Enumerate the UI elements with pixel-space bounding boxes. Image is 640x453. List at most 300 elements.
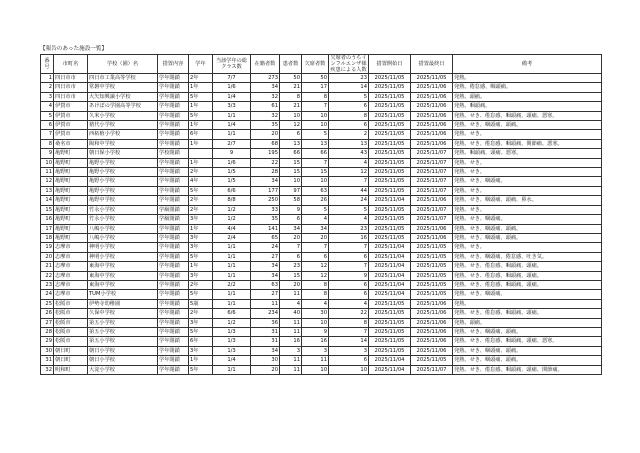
cell-patients: 66	[280, 149, 302, 158]
cell-classes: 1/3	[213, 337, 251, 346]
cell-absent-influenza: 6	[329, 252, 369, 261]
cell-absent: 30	[302, 309, 329, 318]
cell-end-date: 2025/11/07	[411, 149, 453, 158]
cell-enrolled: 28	[251, 168, 280, 177]
cell-start-date: 2025/11/04	[369, 280, 411, 289]
cell-measure: 学年閉鎖	[158, 346, 189, 355]
cell-enrolled: 30	[251, 356, 280, 365]
cell-no: 3	[41, 92, 54, 101]
cell-classes: 1/2	[213, 318, 251, 327]
cell-patients: 6	[280, 252, 302, 261]
cell-start-date: 2025/11/04	[369, 365, 411, 374]
cell-grade: 2年	[189, 168, 213, 177]
cell-enrolled: 31	[251, 327, 280, 336]
cell-municipality: 亀野町	[54, 168, 88, 177]
cell-school: 竹永小学校	[88, 215, 158, 224]
cell-grade: 3年	[189, 233, 213, 242]
cell-no: 17	[41, 224, 54, 233]
cell-municipality: 亀野町	[54, 158, 88, 167]
cell-enrolled: 11	[251, 299, 280, 308]
cell-absent-influenza: 4	[329, 158, 369, 167]
cell-remarks: 発熱、せき、咽頭痛、頭痛。	[453, 224, 602, 233]
cell-start-date: 2025/11/04	[369, 196, 411, 205]
cell-municipality: 四日市市	[54, 83, 88, 92]
cell-absent-influenza: 5	[329, 205, 369, 214]
cell-absent: 12	[302, 262, 329, 271]
cell-classes: 1/6	[213, 158, 251, 167]
cell-absent-influenza: 4	[329, 215, 369, 224]
cell-patients: 11	[280, 356, 302, 365]
cell-classes: 1/1	[213, 243, 251, 252]
cell-patients: 34	[280, 224, 302, 233]
cell-grade: 1年	[189, 139, 213, 148]
cell-no: 31	[41, 356, 54, 365]
cell-measure: 学年閉鎖	[158, 337, 189, 346]
table-row	[41, 102, 602, 111]
cell-start-date: 2025/11/05	[369, 139, 411, 148]
cell-end-date: 2025/11/06	[411, 233, 453, 242]
cell-school: 竹永小学校	[88, 205, 158, 214]
cell-patients: 58	[280, 196, 302, 205]
cell-classes: 3/3	[213, 102, 251, 111]
cell-no: 7	[41, 130, 54, 139]
cell-remarks: 発熱、せき、咽頭痛、頭痛。	[453, 346, 602, 355]
cell-absent: 16	[302, 337, 329, 346]
cell-patients: 15	[280, 158, 302, 167]
table-row	[41, 130, 602, 139]
cell-remarks: 発熱、せき、咽頭痛、頭痛。	[453, 327, 602, 336]
cell-no: 21	[41, 262, 54, 271]
cell-municipality: 松阪市	[54, 318, 88, 327]
cell-start-date: 2025/11/05	[369, 327, 411, 336]
cell-classes: 2/7	[213, 139, 251, 148]
cell-measure: 学年閉鎖	[158, 121, 189, 130]
cell-absent-influenza: 24	[329, 196, 369, 205]
cell-absent: 7	[302, 102, 329, 111]
cell-start-date: 2025/11/04	[369, 271, 411, 280]
cell-patients: 8	[280, 92, 302, 101]
cell-municipality: 亀野町	[54, 186, 88, 195]
cell-remarks: 発熱、せき、倦怠感、咽頭痛、頭痛、悪寒。	[453, 337, 602, 346]
cell-no: 27	[41, 318, 54, 327]
cell-school: 八嶋小学校	[88, 224, 158, 233]
cell-measure: 学級閉鎖	[158, 215, 189, 224]
cell-absent: 6	[302, 252, 329, 261]
cell-start-date: 2025/11/05	[369, 224, 411, 233]
cell-school: 陽和中学校	[88, 139, 158, 148]
cell-no: 15	[41, 205, 54, 214]
cell-absent: 63	[302, 186, 329, 195]
table-row	[41, 365, 602, 374]
cell-grade: 5年	[189, 327, 213, 336]
cell-start-date: 2025/11/05	[369, 318, 411, 327]
cell-measure: 学年閉鎖	[158, 309, 189, 318]
cell-grade: 2年	[189, 309, 213, 318]
cell-no: 11	[41, 168, 54, 177]
cell-end-date: 2025/11/07	[411, 365, 453, 374]
cell-enrolled: 32	[251, 111, 280, 120]
cell-end-date: 2025/11/06	[411, 337, 453, 346]
cell-remarks: 発熱、せき、咽頭痛。	[453, 290, 602, 299]
cell-classes: 1/1	[213, 365, 251, 374]
cell-remarks: 発熱、せき、倦怠感、咽頭痛、頭痛。	[453, 262, 602, 271]
cell-absent: 3	[302, 346, 329, 355]
cell-absent-influenza: 43	[329, 149, 369, 158]
cell-no: 14	[41, 196, 54, 205]
cell-grade: 2年	[189, 280, 213, 289]
cell-no: 16	[41, 215, 54, 224]
cell-patients: 4	[280, 299, 302, 308]
cell-measure: 学年閉鎖	[158, 224, 189, 233]
header-classes: 当該学年の総クラス数	[213, 55, 251, 74]
cell-remarks: 発熱、せき、倦怠感、咽頭痛、頭痛。	[453, 280, 602, 289]
header-grade: 学年	[189, 55, 213, 74]
cell-municipality: 伊賀市	[54, 102, 88, 111]
cell-municipality: 亀野町	[54, 196, 88, 205]
cell-absent: 5	[302, 130, 329, 139]
cell-end-date: 2025/11/07	[411, 168, 453, 177]
cell-school: 猪代小学校	[88, 121, 158, 130]
cell-no: 9	[41, 149, 54, 158]
cell-measure: 学年閉鎖	[158, 92, 189, 101]
cell-remarks: 発熱、せき、咽頭痛、頭痛。	[453, 356, 602, 365]
cell-school: 常磐中学校	[88, 83, 158, 92]
cell-school: 久米小学校	[88, 111, 158, 120]
cell-measure: 学年閉鎖	[158, 290, 189, 299]
cell-enrolled: 33	[251, 205, 280, 214]
cell-classes: 1/4	[213, 121, 251, 130]
cell-enrolled: 34	[251, 271, 280, 280]
cell-absent-influenza: 16	[329, 233, 369, 242]
cell-measure: 学年閉鎖	[158, 252, 189, 261]
table-row	[41, 186, 602, 195]
cell-enrolled: 177	[251, 186, 280, 195]
cell-municipality: 朝日町	[54, 356, 88, 365]
cell-end-date: 2025/11/05	[411, 262, 453, 271]
cell-patients: 50	[280, 74, 302, 83]
cell-no: 25	[41, 299, 54, 308]
cell-measure: 学年閉鎖	[158, 365, 189, 374]
cell-measure: 学年閉鎖	[158, 83, 189, 92]
cell-patients: 11	[280, 318, 302, 327]
cell-no: 13	[41, 186, 54, 195]
cell-municipality: 亀野町	[54, 205, 88, 214]
cell-municipality: 松阪市	[54, 309, 88, 318]
cell-absent: 34	[302, 224, 329, 233]
cell-grade: 4年	[189, 177, 213, 186]
table-row	[41, 309, 602, 318]
cell-classes: 1/1	[213, 299, 251, 308]
cell-absent: 26	[302, 196, 329, 205]
cell-classes: 1/5	[213, 168, 251, 177]
cell-measure: 学年閉鎖	[158, 356, 189, 365]
cell-school: 朝日小学校	[88, 346, 158, 355]
cell-municipality: 亀野町	[54, 233, 88, 242]
cell-measure: 学年閉鎖	[158, 177, 189, 186]
cell-patients: 11	[280, 290, 302, 299]
cell-absent-influenza: 10	[329, 365, 369, 374]
cell-grade: 2年	[189, 74, 213, 83]
cell-remarks: 発熱。	[453, 74, 602, 83]
cell-absent-influenza: 9	[329, 271, 369, 280]
cell-grade: 1年	[189, 224, 213, 233]
cell-classes: 1/3	[213, 327, 251, 336]
cell-no: 12	[41, 177, 54, 186]
cell-measure: 学年閉鎖	[158, 168, 189, 177]
cell-start-date: 2025/11/05	[369, 83, 411, 92]
cell-enrolled: 34	[251, 262, 280, 271]
cell-enrolled: 32	[251, 92, 280, 101]
cell-enrolled: 31	[251, 337, 280, 346]
header-start-date: 措置開始日	[369, 55, 411, 74]
cell-enrolled: 273	[251, 74, 280, 83]
cell-absent: 13	[302, 139, 329, 148]
table-header-row	[41, 55, 602, 74]
cell-municipality: 伊賀市	[54, 130, 88, 139]
cell-absent: 10	[302, 177, 329, 186]
cell-school: 久保中学校	[88, 309, 158, 318]
table-row	[41, 177, 602, 186]
cell-absent-influenza: 2	[329, 130, 369, 139]
table-row	[41, 262, 602, 271]
cell-grade: 5年	[189, 92, 213, 101]
cell-measure: 学年閉鎖	[158, 271, 189, 280]
cell-start-date: 2025/11/05	[369, 158, 411, 167]
table-row	[41, 168, 602, 177]
cell-enrolled: 22	[251, 158, 280, 167]
cell-absent: 12	[302, 271, 329, 280]
cell-no: 5	[41, 111, 54, 120]
cell-grade: 5年	[189, 365, 213, 374]
cell-patients: 11	[280, 365, 302, 374]
cell-measure: 学年閉鎖	[158, 102, 189, 111]
cell-end-date: 2025/11/05	[411, 280, 453, 289]
cell-absent: 7	[302, 158, 329, 167]
table-row	[41, 356, 602, 365]
cell-remarks: 発熱。	[453, 299, 602, 308]
cell-school: 四日市工業高等学校	[88, 74, 158, 83]
cell-start-date: 2025/11/04	[369, 252, 411, 261]
cell-absent-influenza: 8	[329, 318, 369, 327]
cell-enrolled: 20	[251, 365, 280, 374]
cell-enrolled: 20	[251, 130, 280, 139]
cell-absent-influenza: 3	[329, 346, 369, 355]
cell-absent: 7	[302, 243, 329, 252]
cell-school: 東海中学校	[88, 280, 158, 289]
cell-absent: 8	[302, 290, 329, 299]
cell-enrolled: 34	[251, 177, 280, 186]
cell-patients: 97	[280, 186, 302, 195]
cell-remarks: 発熱、せき、咽頭痛。	[453, 215, 602, 224]
cell-absent: 5	[302, 205, 329, 214]
cell-end-date: 2025/11/06	[411, 318, 453, 327]
table-row	[41, 224, 602, 233]
cell-classes: 7/7	[213, 74, 251, 83]
cell-enrolled: 68	[251, 139, 280, 148]
cell-start-date: 2025/11/05	[369, 215, 411, 224]
cell-absent-influenza: 6	[329, 356, 369, 365]
cell-absent-influenza: 13	[329, 139, 369, 148]
cell-absent-influenza: 4	[329, 299, 369, 308]
cell-end-date: 2025/11/06	[411, 346, 453, 355]
cell-classes: 8/8	[213, 196, 251, 205]
cell-school: 亀野小学校	[88, 177, 158, 186]
cell-school: 第五小学校	[88, 318, 158, 327]
cell-classes: 1/4	[213, 356, 251, 365]
cell-classes: 1/1	[213, 111, 251, 120]
header-remarks: 備考	[453, 55, 602, 74]
cell-school: 第五小学校	[88, 327, 158, 336]
table-row	[41, 111, 602, 120]
cell-start-date: 2025/11/05	[369, 186, 411, 195]
cell-absent: 10	[302, 111, 329, 120]
cell-classes: 1/5	[213, 177, 251, 186]
cell-measure: 学年閉鎖	[158, 280, 189, 289]
cell-end-date: 2025/11/05	[411, 243, 453, 252]
cell-end-date: 2025/11/05	[411, 290, 453, 299]
cell-no: 10	[41, 158, 54, 167]
cell-absent: 66	[302, 149, 329, 158]
cell-measure: 学級閉鎖	[158, 205, 189, 214]
cell-remarks: 発熱、せき。	[453, 243, 602, 252]
cell-no: 18	[41, 233, 54, 242]
cell-enrolled: 63	[251, 280, 280, 289]
cell-enrolled: 250	[251, 196, 280, 205]
cell-school: あけぼの学園高等学校	[88, 102, 158, 111]
cell-grade: 6年	[189, 130, 213, 139]
cell-measure: 学年閉鎖	[158, 233, 189, 242]
cell-start-date: 2025/11/05	[369, 346, 411, 355]
cell-school: 朝日保小学校	[88, 149, 158, 158]
cell-patients: 40	[280, 309, 302, 318]
cell-grade: 5歳	[189, 299, 213, 308]
cell-municipality: 志摩市	[54, 280, 88, 289]
cell-absent: 15	[302, 168, 329, 177]
table-row	[41, 149, 602, 158]
cell-no: 4	[41, 102, 54, 111]
cell-measure: 学年閉鎖	[158, 262, 189, 271]
cell-patients: 21	[280, 102, 302, 111]
cell-absent: 20	[302, 233, 329, 242]
cell-municipality: 四日市市	[54, 92, 88, 101]
cell-classes: 4/4	[213, 224, 251, 233]
cell-end-date: 2025/11/05	[411, 356, 453, 365]
cell-remarks: 発熱、せき。	[453, 186, 602, 195]
cell-enrolled: 35	[251, 121, 280, 130]
cell-end-date: 2025/11/06	[411, 139, 453, 148]
cell-school: 亀野中学校	[88, 196, 158, 205]
table-row	[41, 280, 602, 289]
cell-remarks: 発熱、せき。	[453, 158, 602, 167]
cell-enrolled: 35	[251, 215, 280, 224]
cell-grade	[189, 149, 213, 158]
cell-school: 大矢知興譲小学校	[88, 92, 158, 101]
cell-grade: 6年	[189, 337, 213, 346]
table-row	[41, 346, 602, 355]
cell-absent-influenza: 22	[329, 309, 369, 318]
header-end-date: 措置最終日	[411, 55, 453, 74]
cell-start-date: 2025/11/05	[369, 233, 411, 242]
header-absent: 欠席者数	[302, 55, 329, 74]
cell-no: 29	[41, 337, 54, 346]
cell-patients: 7	[280, 243, 302, 252]
cell-school: 伊勢寺幼稚園	[88, 299, 158, 308]
cell-classes: 1/2	[213, 205, 251, 214]
cell-absent-influenza: 12	[329, 168, 369, 177]
cell-remarks: 発熱、せき、倦怠感、咽頭痛、関節痛、悪寒。	[453, 139, 602, 148]
cell-grade: 5年	[189, 290, 213, 299]
cell-start-date: 2025/11/05	[369, 121, 411, 130]
cell-enrolled: 34	[251, 83, 280, 92]
cell-municipality: 亀野町	[54, 177, 88, 186]
cell-end-date: 2025/11/07	[411, 186, 453, 195]
cell-school: TUM小学校	[88, 290, 158, 299]
cell-school: 八嶋小学校	[88, 233, 158, 242]
cell-school: 亀野小学校	[88, 186, 158, 195]
cell-municipality: 松阪市	[54, 337, 88, 346]
cell-end-date: 2025/11/06	[411, 309, 453, 318]
cell-remarks: 発熱、咽頭痛、頭痛、悪寒。	[453, 149, 602, 158]
cell-classes: 1/1	[213, 271, 251, 280]
table-row	[41, 83, 602, 92]
cell-end-date: 2025/11/06	[411, 196, 453, 205]
cell-absent: 10	[302, 365, 329, 374]
cell-school: 第五小学校	[88, 337, 158, 346]
cell-no: 1	[41, 74, 54, 83]
cell-classes: 1/4	[213, 92, 251, 101]
cell-patients: 6	[280, 130, 302, 139]
cell-enrolled: 141	[251, 224, 280, 233]
header-absent-influenza: 欠席者のうちインフルエンザ様疾患による人数	[330, 55, 367, 73]
cell-patients: 10	[280, 111, 302, 120]
cell-grade: 1年	[189, 262, 213, 271]
cell-measure: 学校閉鎖	[158, 149, 189, 158]
cell-municipality: 志摩市	[54, 271, 88, 280]
cell-start-date: 2025/11/05	[369, 102, 411, 111]
cell-grade: 3年	[189, 271, 213, 280]
table-row	[41, 92, 602, 101]
cell-grade: 5年	[189, 186, 213, 195]
cell-classes: 2/4	[213, 233, 251, 242]
cell-grade: 5年	[189, 111, 213, 120]
cell-absent-influenza: 6	[329, 280, 369, 289]
cell-end-date: 2025/11/06	[411, 327, 453, 336]
table-body	[41, 74, 602, 375]
table-row	[41, 327, 602, 336]
cell-start-date: 2025/11/04	[369, 356, 411, 365]
cell-start-date: 2025/11/04	[369, 262, 411, 271]
header-measure: 措置内容	[158, 55, 189, 74]
cell-remarks: 発熱、せき、咽頭痛、頭痛。	[453, 121, 602, 130]
cell-grade: 1年	[189, 83, 213, 92]
cell-patients: 20	[280, 280, 302, 289]
cell-enrolled: 195	[251, 149, 280, 158]
cell-classes: 9	[213, 149, 251, 158]
cell-patients: 16	[280, 337, 302, 346]
cell-remarks: 発熱、倦怠感、咽頭痛。	[453, 83, 602, 92]
cell-end-date: 2025/11/06	[411, 224, 453, 233]
closure-report-table	[40, 54, 602, 375]
cell-measure: 学年閉鎖	[158, 130, 189, 139]
cell-municipality: 伊賀市	[54, 121, 88, 130]
cell-remarks: 発熱、せき、咽頭痛。	[453, 177, 602, 186]
cell-end-date: 2025/11/07	[411, 215, 453, 224]
cell-start-date: 2025/11/05	[369, 177, 411, 186]
cell-no: 32	[41, 365, 54, 374]
cell-absent-influenza: 7	[329, 327, 369, 336]
cell-school: 朝日小学校	[88, 356, 158, 365]
header-school: 学校（園）名	[88, 55, 158, 74]
